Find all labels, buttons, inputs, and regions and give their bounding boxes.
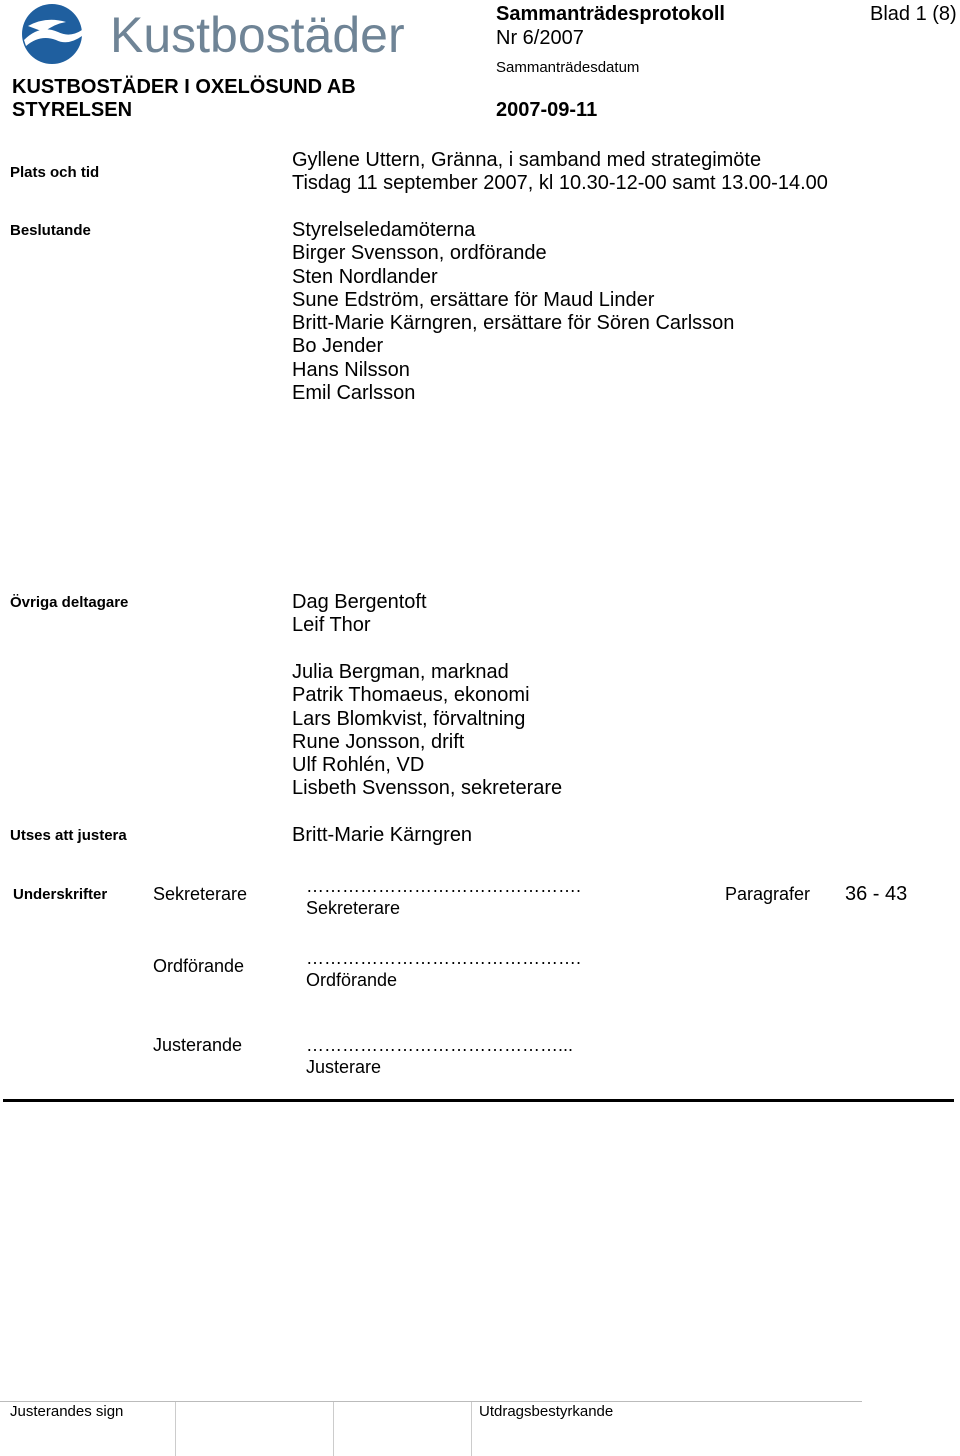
footer-cell-divider	[471, 1402, 472, 1456]
meeting-date-value: 2007-09-11	[496, 99, 598, 121]
signatures-label: Underskrifter	[13, 886, 108, 903]
other-participants-list-a	[292, 591, 427, 638]
deciding-line: Bo Jender	[292, 335, 384, 358]
other-participants-label: Övriga deltagare	[10, 594, 129, 611]
signature-role-secretary: Sekreterare	[153, 884, 248, 904]
signature-line-secretary: ……………………………………….	[306, 876, 582, 896]
time-line: Tisdag 11 september 2007, kl 10.30-12-00 samt 13.00-14.00	[292, 172, 828, 195]
document-title: Sammanträdesprotokoll	[496, 3, 725, 25]
adjuster-value: Britt-Marie Kärngren	[292, 824, 473, 846]
document-number: Nr 6/2007	[496, 27, 584, 49]
company-name	[12, 76, 356, 122]
footer-extract-certified: Utdragsbestyrkande	[479, 1403, 614, 1420]
participant-line: Dag Bergentoft	[292, 591, 427, 613]
participant-line: Leif Thor	[292, 614, 371, 637]
signature-line-adjuster: ……………………………………...	[306, 1035, 574, 1055]
other-participants-list-b	[292, 661, 562, 801]
company-logo	[10, 2, 430, 66]
deciding-line: Styrelseledamöterna	[292, 219, 476, 241]
logo-wordmark: Kustbostäder	[110, 7, 405, 63]
paragraphs-label: Paragrafer	[725, 884, 811, 904]
signature-name-adjuster: Justerare	[306, 1057, 382, 1077]
participant-line: Patrik Thomaeus, ekonomi	[292, 684, 530, 707]
signature-name-secretary: Sekreterare	[306, 898, 401, 918]
footer-cell-divider	[333, 1402, 334, 1456]
logo-emblem-icon	[22, 4, 82, 64]
deciding-list	[292, 219, 734, 405]
place-line: Gyllene Uttern, Gränna, i samband med strategimöte	[292, 149, 762, 171]
place-time-label: Plats och tid	[10, 164, 100, 181]
footer-cell-divider	[175, 1402, 176, 1456]
signature-name-chair: Ordförande	[306, 970, 398, 990]
participant-line: Lisbeth Svensson, sekreterare	[292, 777, 563, 800]
deciding-line: Birger Svensson, ordförande	[292, 242, 547, 265]
paragraphs-value: 36 - 43	[845, 883, 908, 905]
participant-line: Rune Jonsson, drift	[292, 730, 465, 753]
footer-sign-table	[0, 1401, 862, 1456]
participant-line: Lars Blomkvist, förvaltning	[292, 707, 526, 730]
deciding-line: Hans Nilsson	[292, 358, 410, 381]
company-line-2: STYRELSEN	[12, 99, 133, 121]
deciding-label: Beslutande	[10, 222, 91, 239]
deciding-line: Sune Edström, ersättare för Maud Linder	[292, 288, 655, 311]
meeting-date-label: Sammanträdesdatum	[496, 59, 640, 76]
adjuster-label: Utses att justera	[10, 827, 127, 844]
participant-line: Julia Bergman, marknad	[292, 661, 509, 683]
signature-role-adjuster: Justerande	[153, 1035, 243, 1055]
section-divider	[3, 1099, 954, 1102]
signature-role-chair: Ordförande	[153, 956, 245, 976]
footer-adjusters-sign: Justerandes sign	[10, 1403, 124, 1420]
deciding-line: Emil Carlsson	[292, 382, 416, 405]
company-line-1: KUSTBOSTÄDER I OXELÖSUND AB	[12, 76, 356, 98]
deciding-line: Sten Nordlander	[292, 265, 438, 288]
participant-line: Ulf Rohlén, VD	[292, 754, 425, 777]
deciding-line: Britt-Marie Kärngren, ersättare för Sören Carlsson	[292, 312, 735, 335]
page-number: Blad 1 (8)	[870, 3, 957, 25]
signature-line-chair: ……………………………………….	[306, 948, 582, 968]
place-time-lines	[292, 149, 828, 196]
